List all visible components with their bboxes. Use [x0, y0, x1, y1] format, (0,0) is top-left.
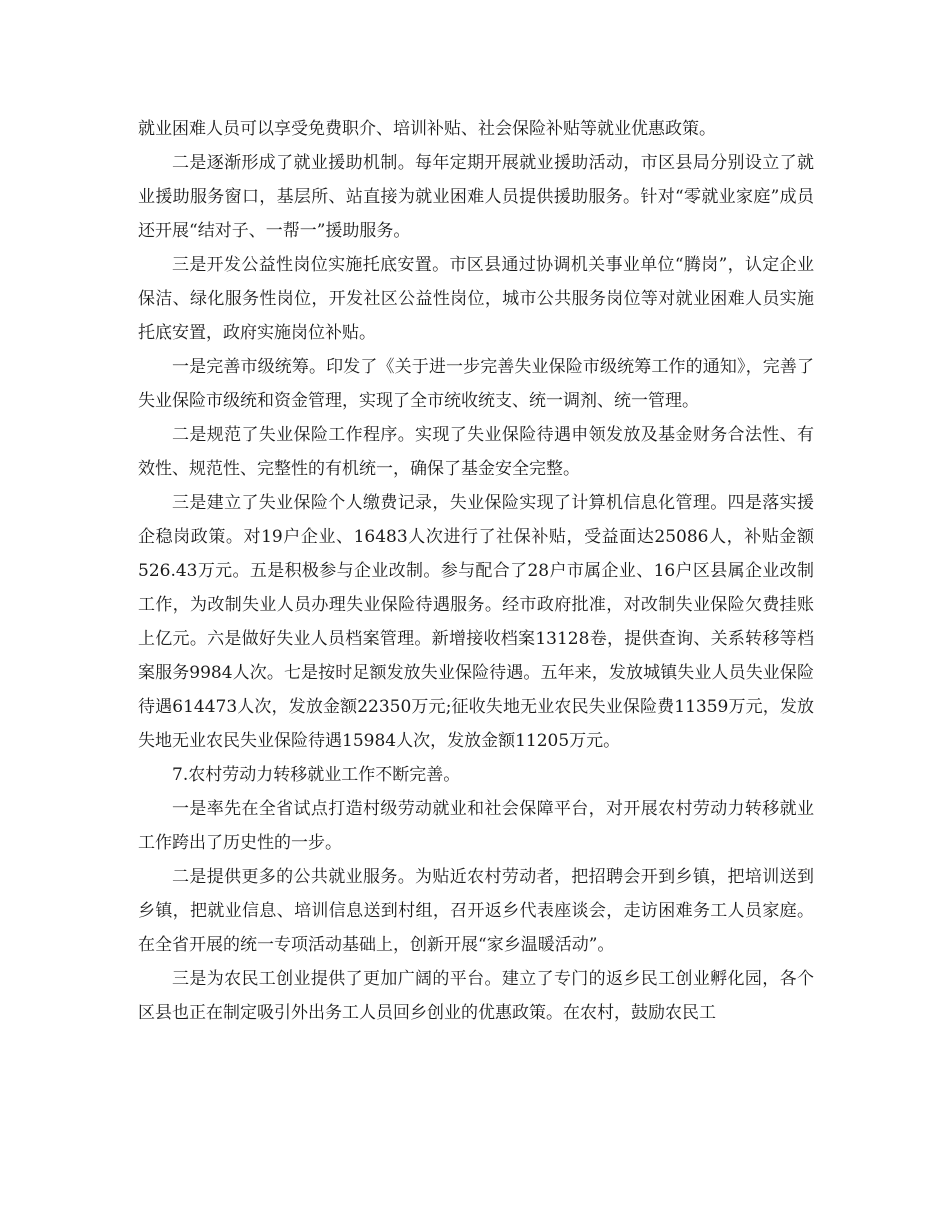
- paragraph-city-level-coordination: 一是完善市级统筹。印发了《关于进一步完善失业保险市级统筹工作的通知》，完善了失业保险市级统和资金管理，实现了全市统收统支、统一调剂、统一管理。: [138, 357, 814, 411]
- document-body: [138, 112, 814, 1030]
- paragraph-village-platform: 一是率先在全省试点打造村级劳动就业和社会保障平台，对开展农村劳动力转移就业工作跨出了历史性的一步。: [138, 799, 814, 853]
- paragraph-employment-assistance: 二是逐渐形成了就业援助机制。每年定期开展就业援助活动，市区县局分别设立了就业援助服务窗口，基层所、站直接为就业困难人员提供援助服务。针对“零就业家庭”成员还开展“结对子、一帮一”援助服务。: [138, 153, 814, 241]
- paragraph-entrepreneurship-platform: 三是为农民工创业提供了更加广阔的平台。建立了专门的返乡民工创业孵化园，各个区县也正在制定吸引外出务工人员回乡创业的优惠政策。在农村，鼓励农民工: [138, 969, 814, 1023]
- paragraph-continuation: 就业困难人员可以享受免费职介、培训补贴、社会保险补贴等就业优惠政策。: [138, 119, 716, 139]
- paragraph-insurance-records: 三是建立了失业保险个人缴费记录，失业保险实现了计算机信息化管理。四是落实援企稳岗政策。对19户企业、16483人次进行了社保补贴，受益面达25086人，补贴金额526.43万元。五是积极参与企业改制。参与配合了28户市属企业、16户区县属企业改制工作，为改制失业人员办理失业保险待遇服务。经市政府批准，对改制失业保险欠费挂账上亿元。六是做好失业人员档案管理。新增接收档案13128卷，提供查询、关系转移等档案服务9984人次。七是按时足额发放失业保险待遇。五年来，发放城镇失业人员失业保险待遇614473人次，发放金额22350万元;征收失地无业农民失业保险费11359万元，发放失地无业农民失业保险待遇15984人次，发放金额11205万元。: [138, 493, 814, 751]
- section-heading-rural-labor: 7.农村劳动力转移就业工作不断完善。: [172, 765, 461, 785]
- paragraph-standardized-procedures: 二是规范了失业保险工作程序。实现了失业保险待遇申领发放及基金财务合法性、有效性、规范性、完整性的有机统一，确保了基金安全完整。: [138, 425, 814, 479]
- paragraph-public-services: 二是提供更多的公共就业服务。为贴近农村劳动者，把招聘会开到乡镇，把培训送到乡镇，把就业信息、培训信息送到村组，召开返乡代表座谈会，走访困难务工人员家庭。在全省开展的统一专项活动基础上，创新开展“家乡温暖活动”。: [138, 867, 814, 955]
- paragraph-public-welfare-posts: 三是开发公益性岗位实施托底安置。市区县通过协调机关事业单位“腾岗”，认定企业保洁、绿化服务性岗位，开发社区公益性岗位，城市公共服务岗位等对就业困难人员实施托底安置，政府实施岗位补贴。: [138, 255, 814, 343]
